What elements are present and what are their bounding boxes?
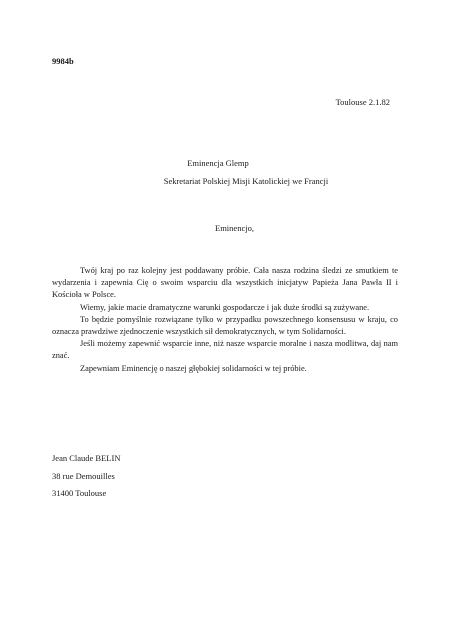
addressee-organization: Sekretariat Polskiej Misji Katolickiej we Francji — [163, 176, 329, 186]
reference-number: 9984b — [52, 56, 74, 66]
body-paragraph: To będzie pomyślnie rozwiązane tylko w przypadku powszechnego konsensusu w kraju, co oznacza prawdziwe zjednoczenie wszystkich sił demokratycznych, w tym Solidarności. — [52, 314, 398, 337]
signature-block — [52, 450, 120, 503]
body-paragraph: Zapewniam Eminencję o naszej głębokiej solidarności w tej próbie. — [80, 363, 307, 373]
sender-street: 38 rue Demouilles — [52, 470, 115, 481]
salutation: Eminencjo, — [215, 223, 254, 233]
letter-body — [52, 265, 398, 375]
letter-date: Toulouse 2.1.82 — [335, 97, 390, 107]
sender-city: 31400 Toulouse — [52, 488, 107, 498]
addressee-name: Eminencja Glemp — [187, 158, 249, 168]
body-paragraph: Jeśli możemy zapewnić wsparcie inne, niż nasze wsparcie moralne i nasza modlitwa, daj nam znać. — [52, 339, 398, 361]
body-paragraph: Wiemy, jakie macie dramatyczne warunki gospodarcze i jak duże środki są zużywane. — [80, 302, 370, 312]
sender-name: Jean Claude BELIN — [52, 453, 121, 463]
body-paragraph: Twój kraj po raz kolejny jest poddawany próbie. Cała nasza rodzina śledzi ze smutkiem te wydarzenia i zapewnia Cię o swoim wsparciu dla wszystkich inicjatyw Papieża Jana Pawła II i Kościoła w Polsce. — [52, 266, 398, 300]
